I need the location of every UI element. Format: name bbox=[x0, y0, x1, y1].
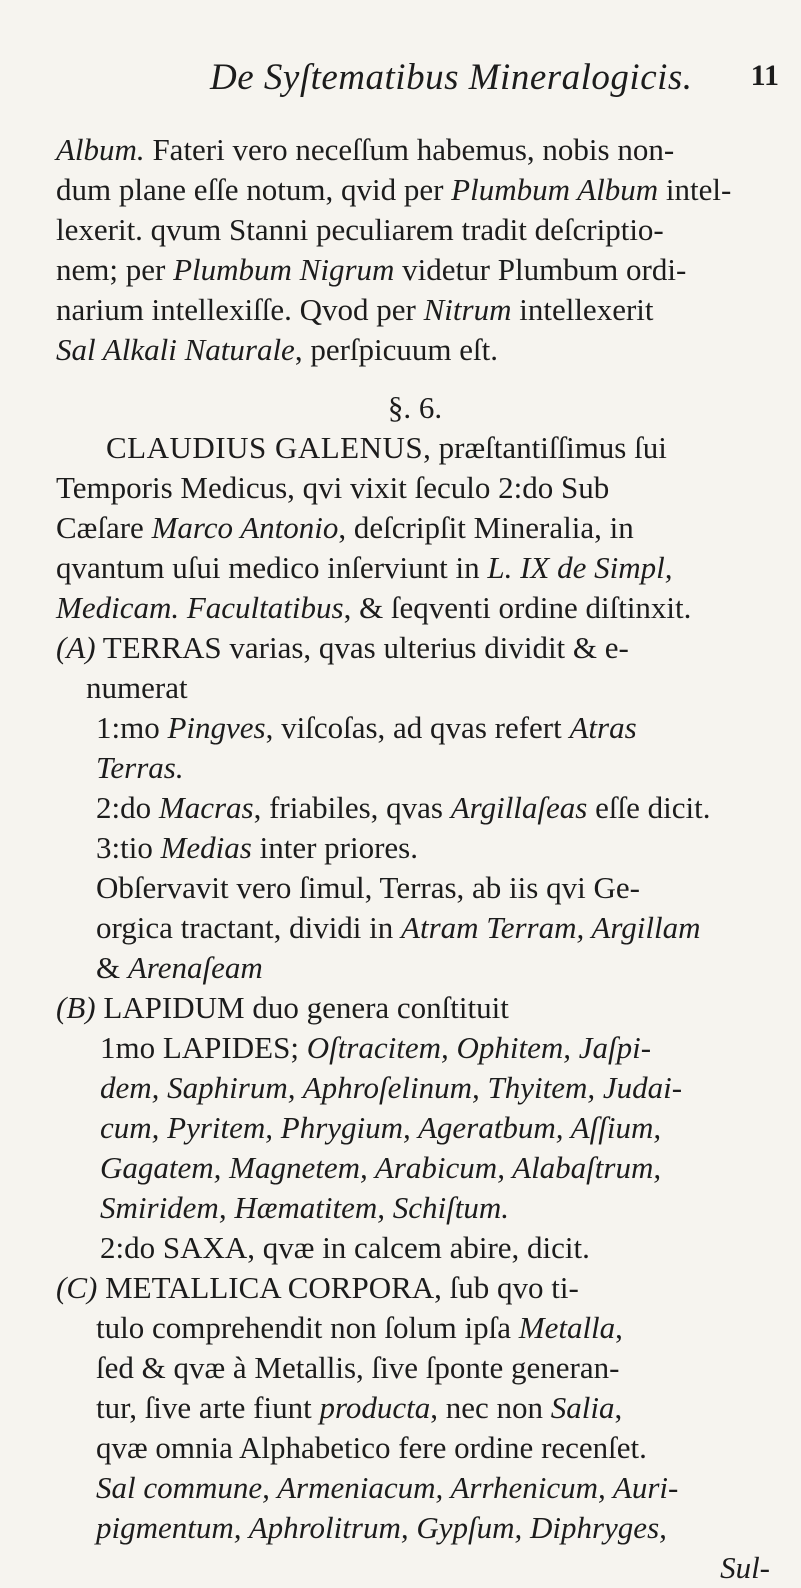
italic-text: Plumbum Album bbox=[451, 172, 659, 207]
text-line bbox=[56, 1388, 774, 1428]
italic-text: Medias bbox=[160, 830, 252, 865]
page-header bbox=[0, 50, 801, 100]
text-span: Cæſare bbox=[56, 510, 152, 545]
text-span: , deſcripſit Mineralia, in bbox=[338, 510, 634, 545]
text-span: 2:do SAXA, qvæ in calcem abire, dicit. bbox=[100, 1230, 590, 1265]
italic-text: Macras bbox=[158, 790, 254, 825]
italic-text: Gagatem, Magnetem, Arabicum, Alabaſtrum, bbox=[100, 1150, 662, 1185]
italic-text: (A) bbox=[56, 630, 96, 665]
text-span: LAPIDUM duo genera conſtituit bbox=[95, 990, 509, 1025]
text-span: 3:tio bbox=[96, 830, 161, 865]
running-title: De Syſtematibus Mineralogicis. bbox=[210, 57, 693, 98]
text-span: 2:do bbox=[96, 790, 159, 825]
text-line bbox=[56, 548, 774, 588]
italic-text: cum, Pyritem, Phrygium, Ageratbum, Aſſium, bbox=[100, 1110, 662, 1145]
text-line bbox=[56, 210, 774, 250]
text-line bbox=[56, 708, 774, 748]
section-heading bbox=[56, 388, 774, 428]
section-gap bbox=[56, 370, 774, 388]
text-line bbox=[56, 908, 774, 948]
text-line bbox=[56, 130, 774, 170]
italic-text: Sal commune, Armeniacum, Arrhenicum, Auri- bbox=[96, 1470, 679, 1505]
text-line bbox=[56, 1068, 774, 1108]
italic-text: dem, Saphirum, Aphroſelinum, Thyitem, Judai- bbox=[100, 1070, 683, 1105]
text-line bbox=[56, 1228, 774, 1268]
italic-text: Sul- bbox=[720, 1550, 770, 1585]
text-line bbox=[56, 170, 774, 210]
text-span: ſed & qvæ à Metallis, ſive ſponte generan- bbox=[96, 1350, 620, 1385]
italic-text: (B) bbox=[56, 990, 96, 1025]
text-span: orgica tractant, dividi in bbox=[96, 910, 402, 945]
text-line bbox=[56, 290, 774, 330]
text-line bbox=[56, 988, 774, 1028]
text-line bbox=[56, 1268, 774, 1308]
text-line bbox=[56, 668, 774, 708]
text-line bbox=[56, 748, 774, 788]
text-span: qvæ omnia Alphabetico fere ordine recenſet. bbox=[96, 1430, 647, 1465]
text-span: METALLICA CORPORA, ſub qvo ti- bbox=[97, 1270, 579, 1305]
text-span: , nec non bbox=[430, 1390, 551, 1425]
text-span: dum plane eſſe notum, qvid per bbox=[56, 172, 452, 207]
text-line bbox=[56, 868, 774, 908]
text-line bbox=[56, 948, 774, 988]
text-span: tur, ſive arte fiunt bbox=[96, 1390, 320, 1425]
text-span: tulo comprehendit non ſolum ipſa bbox=[96, 1310, 519, 1345]
text-line bbox=[56, 508, 774, 548]
text-line bbox=[56, 1308, 774, 1348]
text-line bbox=[56, 1468, 774, 1508]
text-line bbox=[56, 588, 774, 628]
text-line bbox=[56, 1148, 774, 1188]
text-span: lexerit. qvum Stanni peculiarem tradit deſcriptio- bbox=[56, 212, 664, 247]
italic-text: Marco Antonio bbox=[151, 510, 339, 545]
italic-text: Sal Alkali Naturale bbox=[56, 332, 295, 367]
text-span: , præſtantiſſimus ſui bbox=[423, 430, 667, 465]
text-line bbox=[56, 828, 774, 868]
text-span: , bbox=[615, 1310, 623, 1345]
italic-text: Oſtracitem, Ophitem, Jaſpi- bbox=[306, 1030, 652, 1065]
text-span: Fateri vero neceſſum habemus, nobis non- bbox=[144, 132, 675, 167]
text-span: 1:mo bbox=[96, 710, 168, 745]
italic-text: L. IX de Simpl, bbox=[487, 550, 673, 585]
catchword bbox=[56, 1548, 774, 1588]
text-span: §. 6. bbox=[387, 390, 443, 425]
italic-text: Album. bbox=[56, 132, 145, 167]
text-span: intellexerit bbox=[511, 292, 654, 327]
text-line bbox=[56, 468, 774, 508]
text-line bbox=[56, 330, 774, 370]
text-span: , bbox=[614, 1390, 623, 1425]
italic-text: Salia bbox=[550, 1390, 615, 1425]
italic-text: Pingves bbox=[167, 710, 266, 745]
text-line bbox=[56, 250, 774, 290]
italic-text: pigmentum, Aphrolitrum, Gypſum, Diphryges, bbox=[96, 1510, 667, 1545]
text-span: , viſcoſas, ad qvas refert bbox=[265, 710, 570, 745]
body-text bbox=[56, 130, 774, 1588]
italic-text: Atram Terram, Argillam bbox=[401, 910, 701, 945]
text-span: inter priores. bbox=[251, 830, 418, 865]
text-line bbox=[56, 1188, 774, 1228]
italic-text: producta bbox=[319, 1390, 431, 1425]
text-span: eſſe dicit. bbox=[587, 790, 711, 825]
text-line bbox=[56, 628, 774, 668]
text-span: nem; per bbox=[56, 252, 174, 287]
italic-text: Atras bbox=[569, 710, 637, 745]
italic-text: Arenaſeam bbox=[127, 950, 263, 985]
text-span: Obſervavit vero ſimul, Terras, ab iis qvi Ge- bbox=[96, 870, 640, 905]
text-span: qvantum uſui medico inſerviunt in bbox=[56, 550, 488, 585]
italic-text: Metalla bbox=[518, 1310, 616, 1345]
page-number: 11 bbox=[750, 59, 779, 92]
text-line bbox=[56, 788, 774, 828]
text-span: & bbox=[96, 950, 128, 985]
text-line bbox=[56, 428, 774, 468]
text-line bbox=[56, 1028, 774, 1068]
text-line bbox=[56, 1108, 774, 1148]
text-line bbox=[56, 1508, 774, 1548]
text-span: 1mo LAPIDES; bbox=[100, 1030, 307, 1065]
text-span: numerat bbox=[86, 670, 188, 705]
text-line bbox=[56, 1428, 774, 1468]
text-span: intel- bbox=[658, 172, 732, 207]
text-span: TERRAS varias, qvas ulterius dividit & e- bbox=[95, 630, 629, 665]
italic-text: (C) bbox=[56, 1270, 98, 1305]
italic-text: Medicam. Facultatibus bbox=[56, 590, 344, 625]
text-span: narium intellexiſſe. Qvod per bbox=[56, 292, 424, 327]
italic-text: Nitrum bbox=[423, 292, 512, 327]
italic-text: Terras. bbox=[96, 750, 184, 785]
italic-text: Smiridem, Hæmatitem, Schiſtum. bbox=[100, 1190, 509, 1225]
text-span: videtur Plumbum ordi- bbox=[394, 252, 687, 287]
italic-text: Argillaſeas bbox=[450, 790, 588, 825]
text-span: Temporis Medicus, qvi vixit ſeculo 2:do Sub bbox=[56, 470, 610, 505]
text-span: , & ſeqventi ordine diſtinxit. bbox=[343, 590, 692, 625]
text-span: , friabiles, qvas bbox=[253, 790, 451, 825]
text-line bbox=[56, 1348, 774, 1388]
text-span: , perſpicuum eſt. bbox=[294, 332, 498, 367]
italic-text: Plumbum Nigrum bbox=[173, 252, 395, 287]
text-span: CLAUDIUS GALENUS bbox=[106, 430, 424, 465]
